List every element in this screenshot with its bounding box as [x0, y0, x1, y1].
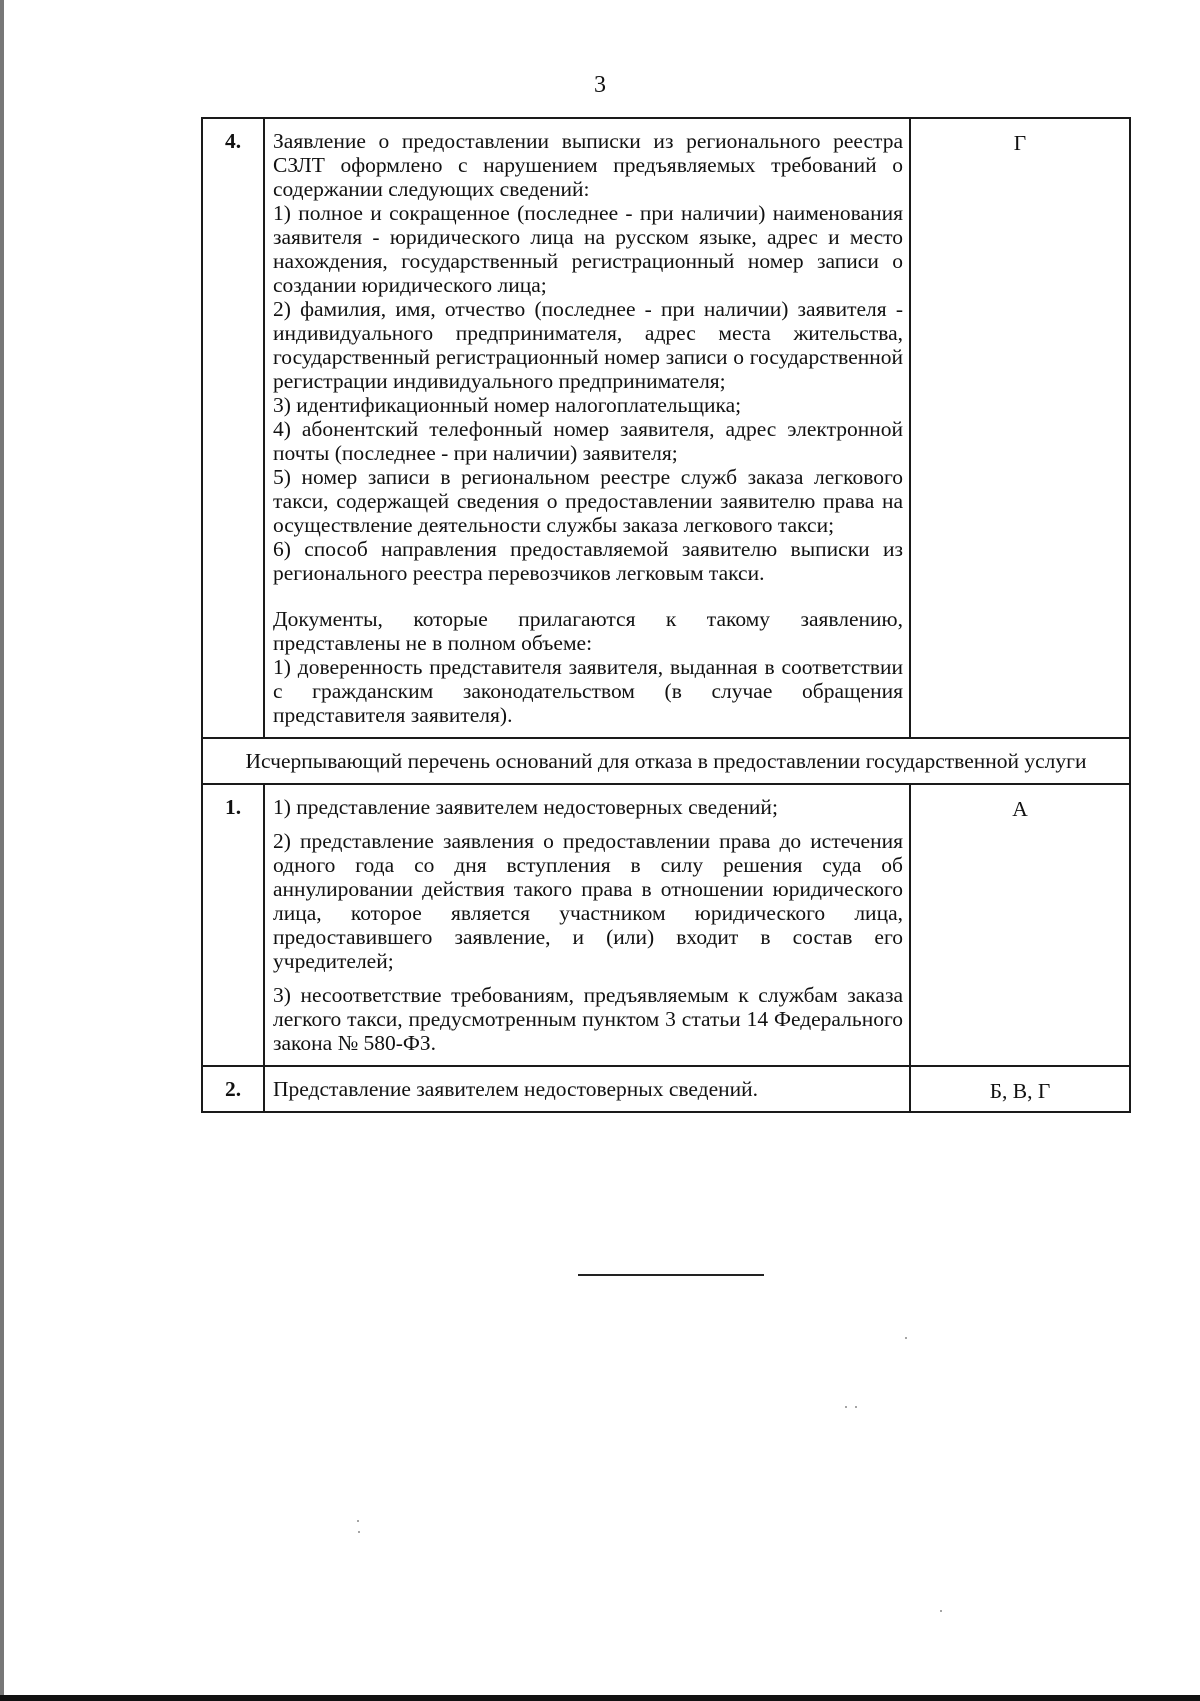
- row-code: А: [910, 784, 1130, 1066]
- spacer: [273, 585, 903, 607]
- section-header-row: [202, 738, 1130, 784]
- scan-speck: [357, 1520, 359, 1522]
- paragraph: 1) представление заявителем недостоверных сведений;: [273, 795, 778, 819]
- paragraph: 1) полное и сокращенное (последнее - при наличии) наименования заявителя - юридического лица на русском языке, адрес и место нахождения, государственный регистрационный номер записи о создании юридического лица;: [273, 201, 903, 297]
- paragraph: 1) доверенность представителя заявителя, выданная в соответствии с гражданским законодательством (в случае обращения представителя заявителя).: [273, 655, 903, 727]
- paragraph: 3) идентификационный номер налогоплательщика;: [273, 393, 742, 417]
- row-text: [264, 784, 910, 1066]
- document-sheet: [201, 117, 1131, 1113]
- table-row: [202, 784, 1130, 1066]
- end-rule: [578, 1274, 764, 1276]
- scan-edge-left: [0, 0, 4, 1701]
- table-row: [202, 118, 1130, 738]
- paragraph: 2) фамилия, имя, отчество (последнее - при наличии) заявителя - индивидуального предпринимателя, адрес места жительства, государственный регистрационный номер записи о государственной регистрации индивидуального предпринимателя;: [273, 297, 903, 393]
- row-code: Г: [910, 118, 1130, 738]
- paragraph: 3) несоответствие требованиям, предъявляемым к службам заказа легкого такси, предусмотренным пунктом 3 статьи 14 Федерального закона № 580-ФЗ.: [273, 983, 903, 1055]
- paragraph: 2) представление заявления о предоставлении права до истечения одного года со дня вступления в силу решения суда об аннулировании действия такого права в отношении юридического лица, которое является участником юридического лица, предоставившего заявление, и (или) входит в состав его учредителей;: [273, 829, 903, 973]
- row-number: 2.: [202, 1066, 264, 1112]
- paragraph: Заявление о предоставлении выписки из регионального реестра СЗЛТ оформлено с нарушением предъявляемых требований о содержании следующих сведений:: [273, 129, 903, 201]
- paragraph: 6) способ направления предоставляемой заявителю выписки из регионального реестра перевозчиков легковым такси.: [273, 537, 903, 585]
- paragraph: 5) номер записи в региональном реестре служб заказа легкового такси, содержащей сведения о предоставлении заявителю права на осуществление деятельности службы заказа легкового такси;: [273, 465, 903, 537]
- row-text: Представление заявителем недостоверных сведений.: [264, 1066, 910, 1112]
- section-header: Исчерпывающий перечень оснований для отказа в предоставлении государственной услуги: [202, 738, 1130, 784]
- row-number: 1.: [202, 784, 264, 1066]
- table-row: [202, 1066, 1130, 1112]
- row-code: Б, В, Г: [910, 1066, 1130, 1112]
- grounds-table: [201, 117, 1131, 1113]
- scan-speck: [940, 1610, 942, 1612]
- scan-speck: [845, 1406, 847, 1408]
- scan-edge-bottom: [0, 1695, 1200, 1701]
- scan-speck: [855, 1406, 857, 1408]
- page-number: 3: [594, 72, 606, 98]
- row-text: [264, 118, 910, 738]
- scan-speck: [358, 1531, 360, 1533]
- paragraph: Документы, которые прилагаются к такому заявлению, представлены не в полном объеме:: [273, 607, 903, 655]
- scan-speck: [905, 1337, 907, 1339]
- paragraph: 4) абонентский телефонный номер заявителя, адрес электронной почты (последнее - при наличии) заявителя;: [273, 417, 903, 465]
- row-number: 4.: [202, 118, 264, 738]
